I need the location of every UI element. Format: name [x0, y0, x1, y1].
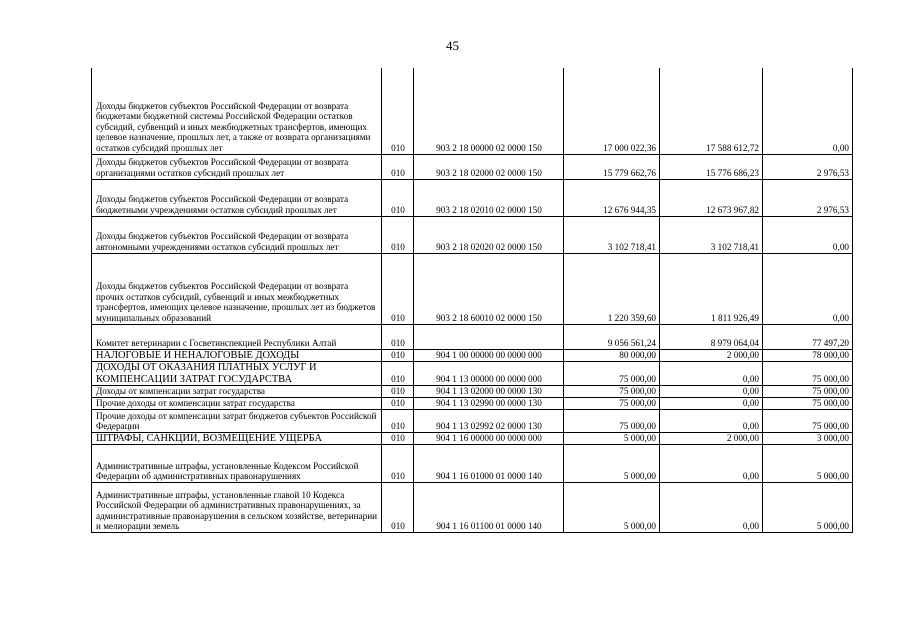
table-row — [92, 409, 853, 432]
row-value-3-cell: 75 000,00 — [763, 361, 853, 385]
row-admin-code-cell: 010 — [382, 154, 414, 179]
row-name-cell: ШТРАФЫ, САНКЦИИ, ВОЗМЕЩЕНИЕ УЩЕРБА — [92, 432, 382, 444]
row-value-2-cell: 17 588 612,72 — [660, 68, 763, 154]
row-value-1-cell: 9 056 561,24 — [564, 324, 660, 349]
row-value-1-cell: 5 000,00 — [564, 432, 660, 444]
row-value-2-cell: 0,00 — [660, 444, 763, 482]
row-value-3-cell: 5 000,00 — [763, 444, 853, 482]
row-budget-code-cell: 904 1 16 00000 00 0000 000 — [414, 432, 564, 444]
row-value-1-cell: 75 000,00 — [564, 409, 660, 432]
row-admin-code-cell: 010 — [382, 397, 414, 409]
row-admin-code-cell: 010 — [382, 385, 414, 397]
row-value-1-cell: 5 000,00 — [564, 444, 660, 482]
row-budget-code-cell: 903 2 18 02020 02 0000 150 — [414, 216, 564, 253]
table-row — [92, 324, 853, 349]
row-budget-code-cell: 904 1 13 02000 00 0000 130 — [414, 385, 564, 397]
row-value-3-cell: 78 000,00 — [763, 349, 853, 361]
row-name-cell: Административные штрафы, установленные главой 10 Кодекса Российской Федерации об административных правонарушениях, за административные правонарушения в сельском хозяйстве, ветеринарии и мелиорации земель — [92, 482, 382, 532]
row-value-1-cell: 5 000,00 — [564, 482, 660, 532]
row-name-cell: Доходы бюджетов субъектов Российской Федерации от возврата прочих остатков субсидий, субвенций и иных межбюджетных трансфертов, имеющих целевое назначение, прошлых лет из бюджетов муниципальных образований — [92, 253, 382, 324]
row-value-3-cell: 5 000,00 — [763, 482, 853, 532]
row-budget-code-cell: 904 1 13 02990 00 0000 130 — [414, 397, 564, 409]
table-body — [92, 68, 853, 532]
row-value-1-cell: 1 220 359,60 — [564, 253, 660, 324]
table-row — [92, 482, 853, 532]
table-row — [92, 444, 853, 482]
row-value-1-cell: 80 000,00 — [564, 349, 660, 361]
table-row — [92, 349, 853, 361]
row-name-cell: Доходы бюджетов субъектов Российской Федерации от возврата бюджетными учреждениями остатков субсидий прошлых лет — [92, 179, 382, 216]
row-budget-code-cell: 903 2 18 60010 02 0000 150 — [414, 253, 564, 324]
row-value-2-cell: 0,00 — [660, 482, 763, 532]
table-row — [92, 216, 853, 253]
row-admin-code-cell: 010 — [382, 409, 414, 432]
table-row — [92, 432, 853, 444]
table-row — [92, 253, 853, 324]
row-value-3-cell: 0,00 — [763, 253, 853, 324]
row-value-2-cell: 12 673 967,82 — [660, 179, 763, 216]
row-value-3-cell: 75 000,00 — [763, 397, 853, 409]
row-value-3-cell: 2 976,53 — [763, 154, 853, 179]
row-value-1-cell: 3 102 718,41 — [564, 216, 660, 253]
row-budget-code-cell: 903 2 18 00000 02 0000 150 — [414, 68, 564, 154]
row-value-3-cell: 75 000,00 — [763, 409, 853, 432]
row-value-1-cell: 12 676 944,35 — [564, 179, 660, 216]
row-value-3-cell: 3 000,00 — [763, 432, 853, 444]
row-name-cell: НАЛОГОВЫЕ И НЕНАЛОГОВЫЕ ДОХОДЫ — [92, 349, 382, 361]
row-admin-code-cell: 010 — [382, 68, 414, 154]
row-value-3-cell: 2 976,53 — [763, 179, 853, 216]
row-name-cell: Административные штрафы, установленные Кодексом Российской Федерации об административных правонарушениях — [92, 444, 382, 482]
row-name-cell: ДОХОДЫ ОТ ОКАЗАНИЯ ПЛАТНЫХ УСЛУГ И КОМПЕНСАЦИИ ЗАТРАТ ГОСУДАРСТВА — [92, 361, 382, 385]
row-value-2-cell: 0,00 — [660, 361, 763, 385]
row-admin-code-cell: 010 — [382, 432, 414, 444]
row-value-1-cell: 75 000,00 — [564, 397, 660, 409]
table-row — [92, 361, 853, 385]
row-name-cell: Комитет ветеринарии с Госветинспекцией Республики Алтай — [92, 324, 382, 349]
row-budget-code-cell: 904 1 00 00000 00 0000 000 — [414, 349, 564, 361]
table-row — [92, 154, 853, 179]
row-value-2-cell: 15 776 686,23 — [660, 154, 763, 179]
row-budget-code-cell — [414, 324, 564, 349]
table-row — [92, 68, 853, 154]
row-admin-code-cell: 010 — [382, 482, 414, 532]
row-value-1-cell: 15 779 662,76 — [564, 154, 660, 179]
row-admin-code-cell: 010 — [382, 179, 414, 216]
row-budget-code-cell: 904 1 13 02992 02 0000 130 — [414, 409, 564, 432]
row-name-cell: Доходы бюджетов субъектов Российской Федерации от возврата бюджетами бюджетной системы Российской Федерации остатков субсидий, субвенций и иных межбюджетных трансфертов, имеющих целевое назначение, прошлых лет, а также от возврата организациями остатков субсидий прошлых лет — [92, 68, 382, 154]
row-budget-code-cell: 903 2 18 02000 02 0000 150 — [414, 154, 564, 179]
row-value-3-cell: 77 497,20 — [763, 324, 853, 349]
row-value-1-cell: 75 000,00 — [564, 385, 660, 397]
row-admin-code-cell: 010 — [382, 253, 414, 324]
row-value-2-cell: 0,00 — [660, 397, 763, 409]
table-row — [92, 385, 853, 397]
row-value-3-cell: 0,00 — [763, 216, 853, 253]
row-name-cell: Прочие доходы от компенсации затрат бюджетов субъектов Российской Федерации — [92, 409, 382, 432]
row-admin-code-cell: 010 — [382, 349, 414, 361]
row-budget-code-cell: 903 2 18 02010 02 0000 150 — [414, 179, 564, 216]
row-value-2-cell: 2 000,00 — [660, 349, 763, 361]
revenue-table — [91, 68, 853, 533]
row-value-2-cell: 0,00 — [660, 409, 763, 432]
row-budget-code-cell: 904 1 13 00000 00 0000 000 — [414, 361, 564, 385]
row-value-3-cell: 75 000,00 — [763, 385, 853, 397]
row-value-2-cell: 3 102 718,41 — [660, 216, 763, 253]
row-value-2-cell: 8 979 064,04 — [660, 324, 763, 349]
row-budget-code-cell: 904 1 16 01000 01 0000 140 — [414, 444, 564, 482]
row-value-1-cell: 75 000,00 — [564, 361, 660, 385]
row-admin-code-cell: 010 — [382, 216, 414, 253]
row-name-cell: Доходы бюджетов субъектов Российской Федерации от возврата автономными учреждениями остатков субсидий прошлых лет — [92, 216, 382, 253]
row-name-cell: Доходы бюджетов субъектов Российской Федерации от возврата организациями остатков субсидий прошлых лет — [92, 154, 382, 179]
row-name-cell: Прочие доходы от компенсации затрат государства — [92, 397, 382, 409]
row-admin-code-cell: 010 — [382, 361, 414, 385]
page-number: 45 — [446, 38, 459, 53]
row-value-2-cell: 2 000,00 — [660, 432, 763, 444]
row-value-3-cell: 0,00 — [763, 68, 853, 154]
row-admin-code-cell: 010 — [382, 444, 414, 482]
row-admin-code-cell: 010 — [382, 324, 414, 349]
row-value-1-cell: 17 000 022,36 — [564, 68, 660, 154]
row-value-2-cell: 0,00 — [660, 385, 763, 397]
row-budget-code-cell: 904 1 16 01100 01 0000 140 — [414, 482, 564, 532]
table-row — [92, 179, 853, 216]
table-row — [92, 397, 853, 409]
row-name-cell: Доходы от компенсации затрат государства — [92, 385, 382, 397]
row-value-2-cell: 1 811 926,49 — [660, 253, 763, 324]
